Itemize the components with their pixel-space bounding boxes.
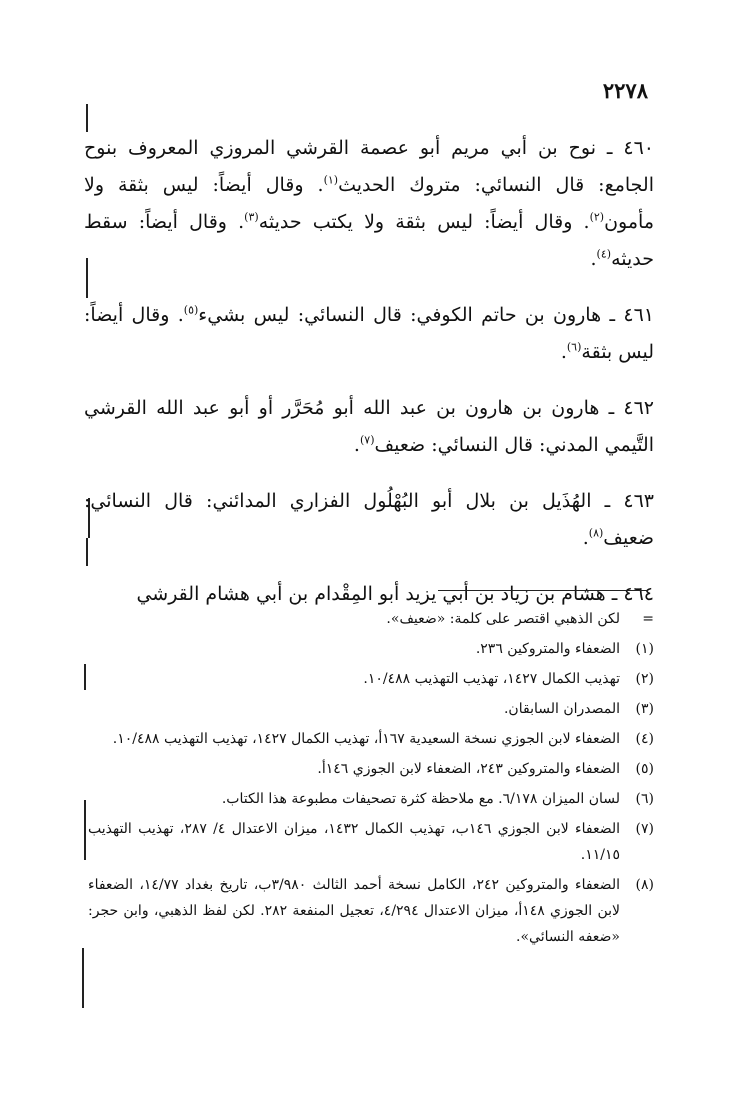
footnote [88, 872, 654, 950]
footnote-ref: (٥) [183, 303, 199, 317]
footnote-mark: (٤) [635, 731, 654, 747]
entry-text: هارون بن حاتم الكوفي: قال النسائي: ليس بشيء [198, 304, 602, 326]
margin-bar [86, 104, 88, 132]
footnote-separator [438, 590, 648, 591]
footnote-text: الضعفاء لابن الجوزي نسخة السعيدية ١٦٧أ، تهذيب الكمال ١٤٢٧، تهذيب التهذيب ١٠/٤٨٨. [112, 731, 620, 747]
entry-461 [84, 297, 654, 371]
page-number: ٢٢٧٨ [602, 78, 648, 103]
footnote-mark: (٦) [635, 791, 654, 807]
footnote [88, 726, 654, 752]
entry-text: . [353, 434, 360, 456]
footnote-text: لكن الذهبي اقتصر على كلمة: «ضعيف». [386, 611, 620, 627]
footnote-text: الضعفاء والمتروكين ٢٤٢، الكامل نسخة أحمد الثالث ٣/٩٨٠ب، تاريخ بغداد ١٤/٧٧، الضعفاء لابن الجوزي ١٤٨أ، ميزان الاعتدال ٤/٢٩٤، تعجيل المنفعة ٢٨٢. لكن لفظ الذهبي، وابن حجر: «ضعفه النسائي». [88, 877, 620, 945]
entry-462 [84, 390, 654, 464]
footnote-mark: (٥) [635, 761, 654, 777]
footnote-ref: (١) [323, 173, 339, 187]
entry-text: هارون بن هارون بن عبد الله أبو مُحَرَّر أو أبو عبد الله القرشي التَّيمي المدني: قال النسائي: ضعيف [84, 397, 654, 456]
entry-text: . وقال أيضاً: سقط حديثه [84, 211, 654, 270]
entry-text: . وقال أيضاً: ليس بثقة ولا مأمون [84, 174, 655, 233]
footnote-ref: (٧) [359, 433, 375, 447]
entry-number: ٤٦٣ ـ [604, 490, 654, 512]
footnote-ref: (٤) [596, 247, 612, 261]
entry-text: . وقال أيضاً: ليس بثقة ولا يكتب حديثه [258, 211, 590, 233]
footnote-ref: (٢) [589, 210, 605, 224]
footnote [88, 696, 654, 722]
footnote [88, 606, 654, 632]
footnote-mark: (٢) [635, 671, 654, 687]
entry-text: نوح بن أبي مريم أبو عصمة القرشي المروزي المعروف بنوح الجامع: قال النسائي: متروك الحديث [84, 137, 654, 196]
margin-bar [82, 948, 84, 1008]
entry-text: الهُذَيل بن بلال أبو البُهْلُول الفزاري المدائني: قال النسائي: ضعيف [84, 490, 654, 549]
entry-number: ٤٦١ ـ [609, 304, 654, 326]
footnote-text: الضعفاء والمتروكين ٢٤٣، الضعفاء لابن الجوزي ١٤٦أ. [317, 761, 620, 777]
entry-460 [84, 130, 654, 278]
margin-bar [84, 800, 86, 860]
footnote-text: تهذيب الكمال ١٤٢٧، تهذيب التهذيب ١٠/٤٨٨. [363, 671, 620, 687]
footnote-ref: (٨) [588, 526, 604, 540]
footnote-mark: (٧) [635, 821, 654, 837]
margin-bar [84, 664, 86, 690]
entry-number: ٤٦٤ ـ [611, 583, 654, 605]
footnote-text: الضعفاء لابن الجوزي ١٤٦ب، تهذيب الكمال ١٤٣٢، ميزان الاعتدال ٤/ ٢٨٧، تهذيب التهذيب ١١/١٥. [88, 821, 620, 863]
footnote-text: لسان الميزان ٦/١٧٨. مع ملاحظة كثرة تصحيفات مطبوعة هذا الكتاب. [221, 791, 620, 807]
footnotes-list [88, 606, 654, 954]
entry-text: . [590, 248, 597, 270]
footnote-mark: (٣) [635, 701, 654, 717]
entry-463 [84, 483, 654, 557]
entry-text: . [560, 341, 567, 363]
entry-number: ٤٦٢ ـ [608, 397, 655, 419]
footnote-mark: = [642, 611, 654, 627]
entry-text: . وقال أيضاً: ليس بثقة [84, 304, 654, 363]
entry-text: هشام بن زياد بن أبي يزيد أبو المِقْدام بن أبي هشام القرشي [136, 583, 606, 605]
entry-number: ٤٦٠ ـ [606, 137, 654, 159]
footnote-ref: (٦) [566, 340, 582, 354]
footnote [88, 786, 654, 812]
footnote-mark: (٨) [635, 877, 654, 893]
footnote [88, 756, 654, 782]
footnote-mark: (١) [635, 641, 654, 657]
footnote-ref: (٣) [244, 210, 259, 224]
footnote [88, 666, 654, 692]
footnote [88, 636, 654, 662]
entry-text: . [582, 527, 589, 549]
entries-list [84, 130, 654, 627]
footnote-text: المصدران السابقان. [503, 701, 620, 717]
footnote-text: الضعفاء والمتروكين ٢٣٦. [475, 641, 620, 657]
footnote [88, 816, 654, 868]
